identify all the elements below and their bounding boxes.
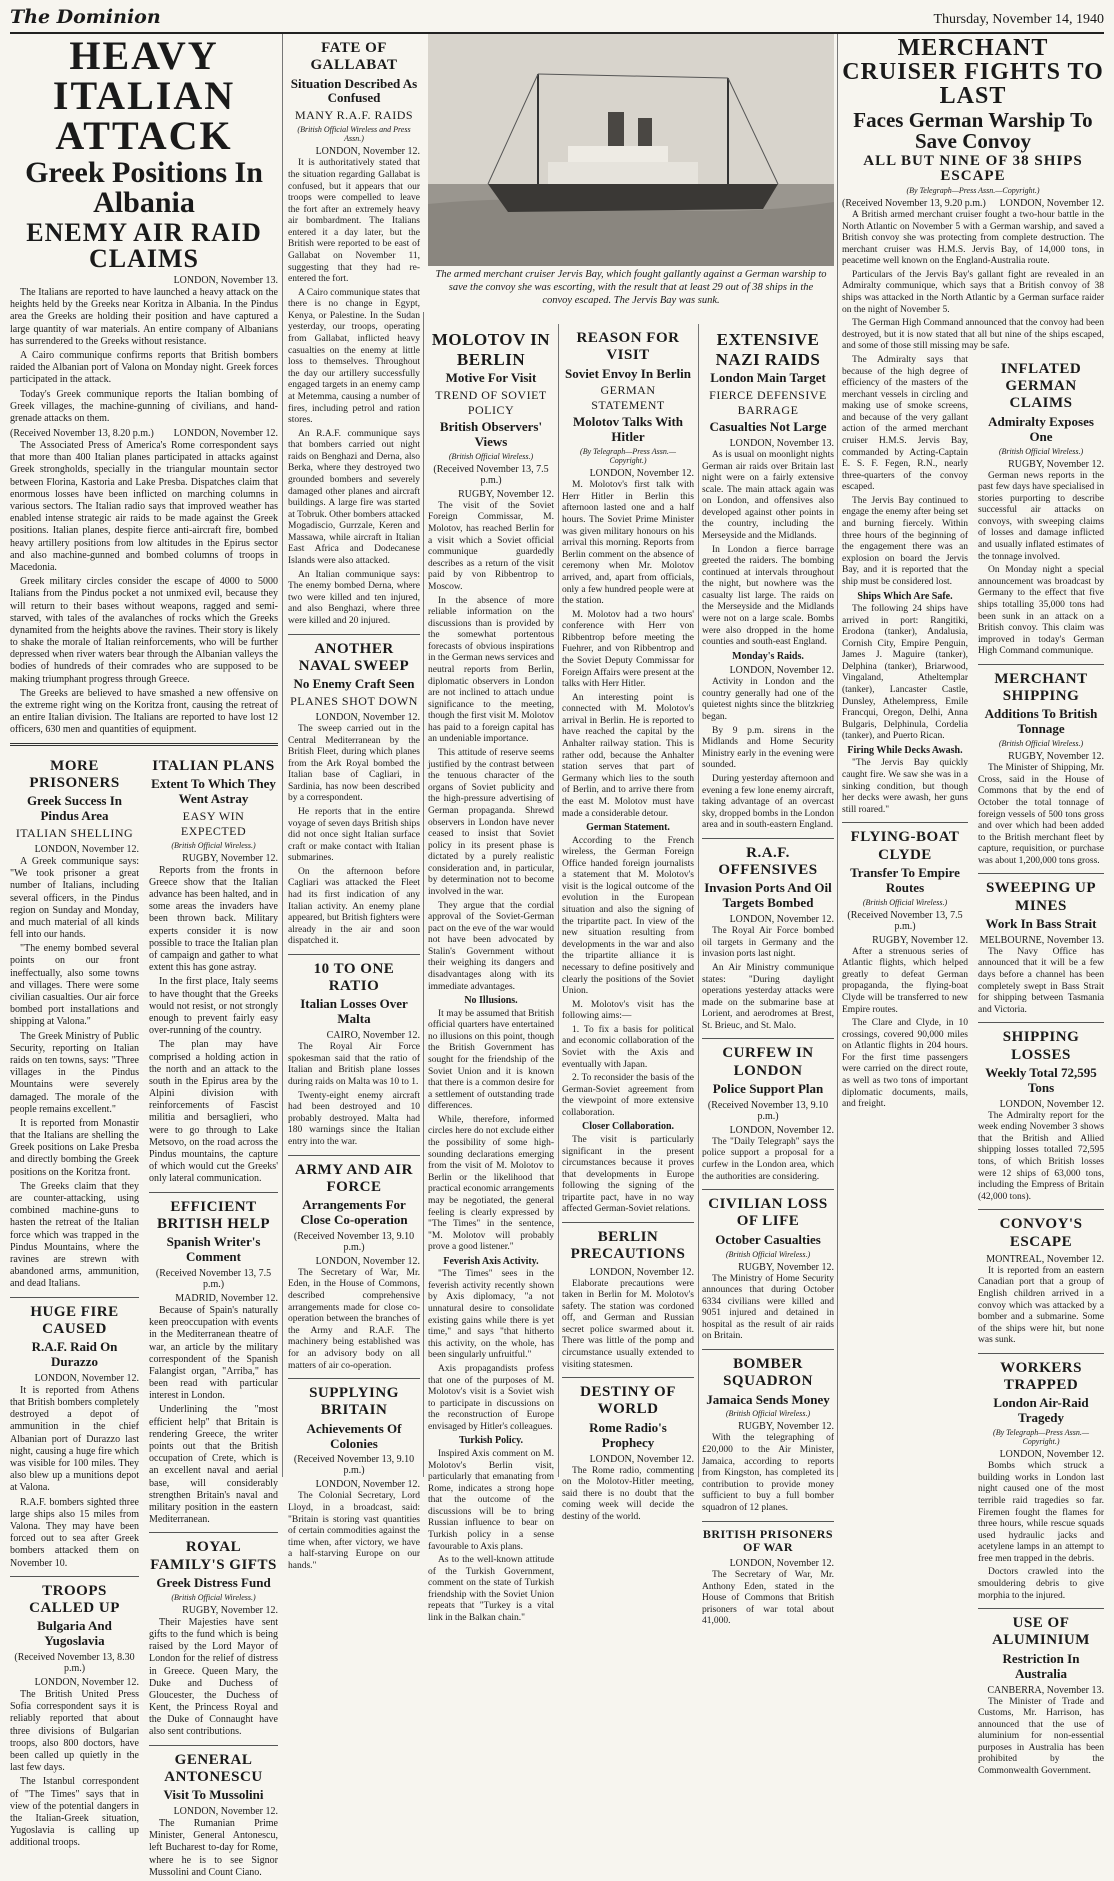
paragraph: Underlining the "most efficient help" that Britain is rendering Greece, the writer points out that the British occupation of Crete, which is an excellent naval and aerial base, will considerably strengthen Britain's naval and military position in the eastern Mediterranean. xyxy=(149,1404,278,1526)
paragraph: After a strenuous series of Atlantic flights, which helped greatly to defeat German propaganda, the flying-boat Clyde will be transferred to new Empire routes. xyxy=(842,946,968,1015)
paragraph: They argue that the cordial approval of the Soviet-German pact on the eve of the war would not have been advocated by Stalin's Government without their weighing its dangers and disadvantages along with its immediate advantages. xyxy=(428,900,554,992)
article-subhead: Police Support Plan xyxy=(712,1080,824,1096)
paragraph: It may be assumed that British official quarters have entertained no illusions on this point, though the British Government has sought for the friendship of the Soviet Union and it is known that there is a common desire for a settlement of outstanding trade differences. xyxy=(428,1008,554,1112)
paragraph: The Secretary of War, Mr. Anthony Eden, stated in the House of Commons that British prisoners of war total about 41,000. xyxy=(702,1570,834,1627)
article-subhead: Spanish Writer's Comment xyxy=(166,1234,261,1264)
article-subhead: Soviet Envoy In Berlin xyxy=(564,365,692,381)
paragraph: The sweep carried out in the Central Mediterranean by the British Fleet, during which planes from the Ark Royal bombed the Italian base of Cagliari, in Sardinia, has now been described by a correspondent. xyxy=(288,723,420,804)
dateline: LONDON, November 12. xyxy=(173,428,278,440)
paragraph: It is reported from Athens that British bombers completely destroyed a depot of ammunition in the chief Albanian port of Durazzo last night, causing a huge fire which was visible for 100 miles. They also blew up a munitions depot at Valona. xyxy=(10,1384,139,1494)
paragraph: The Secretary of War, Mr. Eden, in the House of Commons, described comprehensive arrangements made for close co-operation between the branches of the Army and R.A.F. The machinery being established was for an advisory body on all matters of air co-operation. xyxy=(288,1267,420,1371)
article-headline: DESTINY OF WORLD xyxy=(580,1384,676,1418)
column-italian-attack xyxy=(10,33,278,1878)
paragraph: During yesterday afternoon and evening a few lone enemy aircraft, taking advantage of an overcast sky, dropped bombs in the London area and in south-eastern England. xyxy=(702,773,834,831)
divider xyxy=(10,743,278,746)
article-subhead: Jamaica Sends Money xyxy=(706,1391,830,1407)
dateline: LONDON, November 12. xyxy=(589,1453,694,1465)
paragraph: 2. To reconsider the basis of the German-Soviet agreement from the viewpoint of more extensive collaboration. xyxy=(562,1073,694,1118)
divider xyxy=(702,1521,834,1522)
paper-name: The Dominion xyxy=(10,6,161,28)
article-headline: FATE OF GALLABAT xyxy=(310,40,398,74)
article-headline: ROYAL FAMILY'S GIFTS xyxy=(150,1539,277,1573)
divider xyxy=(702,1038,834,1039)
dateline: LONDON, November 12. xyxy=(315,1479,420,1491)
credit: (British Official Wireless.) xyxy=(998,739,1084,749)
article-subhead: Restriction In Australia xyxy=(1002,1650,1080,1681)
paragraph: The Associated Press of America's Rome correspondent says that more than 400 Italian planes participated in attacks against Greek strongholds, specially in the triangular mountain sector between Florina, Kastoria and Lake Presba. Dispatches claim that enormous losses have been inflicted on marching columns in various sectors. The Italian radio says that improved weather has enabled intense strategic air raids to be made against the Greek positions. Italian planes, despite fierce anti-aircraft fire, bombed heavy artillery positions from low altitudes in the Epirus sector and also machine-gunned and bombed columns of troops in Macedonia. xyxy=(10,440,278,573)
dateline: LONDON, November 12. xyxy=(729,914,834,926)
article-subhead: October Casualties xyxy=(715,1231,821,1247)
article-headline: MORE PRISONERS xyxy=(29,757,120,791)
divider xyxy=(10,1576,139,1577)
paragraph: In the absence of more reliable information on the discussions than is provided by the somewhat portentous forecasts of obvious inspirations in the German news services and neutral reports from Berlin, diplomatic observers in London are not inclined to attach undue significance to the meeting, though the first visit M. Molotov has paid to a foreign capital has an undeniable importance. xyxy=(428,595,554,745)
paragraph: "The Jervis Bay quickly caught fire. We saw she was in a sinking condition, but though her decks were awash, her guns still roared." xyxy=(842,758,968,815)
divider xyxy=(978,1608,1104,1609)
article-headline: BOMBER SQUADRON xyxy=(723,1356,813,1390)
paragraph: R.A.F. bombers sighted three large ships also 15 miles from Valona. They may have been forced out to sea after Greek bombers attacked them on November 10. xyxy=(10,1496,139,1569)
paragraph: The Admiralty report for the week ending November 3 shows that the British and Allied shipping losses totalled 72,595 tons, of which British losses were 12 ships of 63,000 tons, including the Empress of Britain (42,000 tons). xyxy=(978,1110,1104,1202)
dateline: MADRID, November 12. xyxy=(175,1292,278,1304)
dateline: LONDON, November 12. xyxy=(315,711,420,723)
paragraph: According to the French wireless, the German Foreign Office handed foreign journalists a statement that M. Molotov's visit is the logical outcome of the evolution in the European situation and also the signing of the tripartite pact. In view of the new situation resulting from developments in the war and also the tripartite alliance it is necessary to define positively and clearly the positions of the Soviet Union. xyxy=(562,835,694,997)
article-subhead: London Main Target xyxy=(710,370,826,386)
received: (Received November 13, 8.30 p.m.) xyxy=(14,1652,135,1675)
article-headline: TROOPS CALLED UP xyxy=(29,1582,120,1616)
dateline: LONDON, November 12. xyxy=(729,1558,834,1570)
received: (Received November 13, 9.10 p.m.) xyxy=(707,1099,829,1122)
sub-column-left xyxy=(10,752,139,1881)
column-rule xyxy=(698,324,699,1477)
paragraph: 1. To fix a basis for political and economic collaboration of the Soviet with the Axis and eventually with Japan. xyxy=(562,1024,694,1070)
article-subhead: Situation Described As Confused xyxy=(290,75,418,106)
article-subhead: R.A.F. Raid On Durazzo xyxy=(31,1339,118,1369)
credit: (British Official Wireless.) xyxy=(862,897,948,907)
divider xyxy=(978,664,1104,665)
article-headline: HUGE FIRE CAUSED xyxy=(30,1303,119,1337)
sub-column-left xyxy=(842,355,968,1780)
article-headline: MOLOTOV IN BERLIN xyxy=(431,330,551,369)
paragraph: The Greeks are believed to have smashed a new offensive on the extreme right wing on the Koritza front, causing the retreat of an entire Italian division. The Italians are reported to have lost 12 officers, 630 men and quantities of equipment. xyxy=(10,687,278,736)
dateline: RUGBY, November 12. xyxy=(1008,751,1104,763)
article-headline: FLYING-BOAT CLYDE xyxy=(850,829,960,863)
column-rule xyxy=(423,312,424,1477)
paragraph: M. Molotov's visit has the following aims:— xyxy=(562,999,694,1022)
dateline: LONDON, November 12. xyxy=(173,1806,278,1818)
paragraph: A Cairo communique states that there is no change in Egypt, Kenya, or Palestine. In the Sudan yesterday, our troops, operating from Gallabat, inflicted heavy casualties on the enemy at little loss to themselves. Throughout the day our artillery successfully engaged targets in an enemy camp at Metemma, causing a number of fires, including petrol and ration stores. xyxy=(288,287,420,426)
divider xyxy=(288,634,420,635)
article-subhead: Rome Radio's Prophecy xyxy=(589,1419,667,1450)
paragraph: While, therefore, informed circles here do not exclude either the possibility of some high-sounding declarations emerging from the visit of M. Molotov to Berlin or the likelihood that practical economic arrangements may be negotiated, the general feeling is clearly expressed by "The Times" in the sentence, "M. Molotov will probably prove a good listener." xyxy=(428,1114,554,1253)
divider xyxy=(562,1222,694,1223)
divider xyxy=(288,954,420,955)
paragraph: Today's Greek communique reports the Italian bombing of Greek villages, the machine-gunning of civilians, and hand-grenade attacks on them. xyxy=(10,388,278,424)
divider xyxy=(288,1378,420,1379)
paragraph: M. Molotov's first talk with Herr Hitler in Berlin this afternoon lasted one and a half hours. The Soviet Prime Minister was given military honours on his arrival this morning. Reports from Berlin comment on the absence of ceremony when Mr. Molotov arrived, and, apart from officials, only a few hundred people were at the station. xyxy=(562,480,694,607)
article-headline: 10 TO ONE RATIO xyxy=(313,960,395,995)
divider xyxy=(702,838,834,839)
article-headline: CONVOY'S ESCAPE xyxy=(999,1216,1083,1250)
dateline: LONDON, November 12. xyxy=(34,843,139,855)
article-headline: CIVILIAN LOSS OF LIFE xyxy=(708,1196,828,1230)
divider xyxy=(842,822,968,823)
dateline: LONDON, November 12. xyxy=(34,1677,139,1689)
paragraph: The Royal Air Force bombed oil targets in Germany and the invasion ports last night. xyxy=(702,926,834,960)
divider xyxy=(288,1155,420,1156)
credit: (By Telegraph—Press Assn.—Copyright.) xyxy=(906,186,1040,195)
paragraph: The Minister of Trade and Customs, Mr. Harrison, has announced that the use of aluminium for non-essential purposes in Australia has been prohibited by the Commonwealth Government. xyxy=(978,1696,1104,1776)
paragraph: In the first place, Italy seems to have thought that the Greeks would not resist, or not strongly enough to prevent fairly easy over-running of the country. xyxy=(149,976,278,1037)
headline-sub: Faces German Warship To Save Convoy xyxy=(853,108,1093,153)
article-subhead: Bulgaria And Yugoslavia xyxy=(37,1618,112,1649)
dateline: CANBERRA, November 13. xyxy=(987,1684,1104,1696)
article-headline: BERLIN PRECAUTIONS xyxy=(570,1229,686,1263)
divider xyxy=(702,1349,834,1350)
received: (Received November 13, 7.5 p.m.) xyxy=(155,1267,272,1290)
paragraph: Twenty-eight enemy aircraft had been destroyed and 10 probably destroyed. Malta had 180 warnings since the Italian entry into the war. xyxy=(288,1090,420,1147)
article-subhead: Extent To Which They Went Astray xyxy=(151,775,276,806)
paragraph: This attitude of reserve seems justified by the contrast between the tenuous character of the organs of Soviet publicity and the high-pressure advertising of German propaganda. Shrewd observers in London have never ceased to insist that Soviet policy in its present phase is dictated by a purely realistic consideration and, in particular, by determination not to become involved in the war. xyxy=(428,748,554,897)
credit: (British Official Wireless.) xyxy=(725,1249,811,1259)
article-subhead: Work In Bass Strait xyxy=(985,915,1097,931)
headline-main: MERCHANT CRUISER FIGHTS TO LAST xyxy=(842,35,1104,109)
article-headline: GENERAL ANTONESCU xyxy=(164,1751,263,1785)
divider xyxy=(149,1745,278,1746)
credit: (British Official Wireless.) xyxy=(171,840,256,850)
columns xyxy=(10,33,1104,1878)
dateline: LONDON, November 12. xyxy=(589,468,694,480)
article-subhead: Motive For Visit xyxy=(445,370,537,386)
article-subhead: London Air-Raid Tragedy xyxy=(993,1395,1089,1426)
paragraph: In London a fierce barrage greeted the raiders. The bombing continued at intervals throughout the night, but nowhere was the casualty list large. The raids on the Merseyside and the Midlands were not on a large scale. Bombs were also dropped in the home counties and south-east England. xyxy=(702,544,834,648)
paragraph: Reports from the fronts in Greece show that the Italian advance has been halted, and in some areas the invaders have been thrown back. Military experts consider it is now possible to trace the Italian plan of campaign and gather to what extent this has gone astray. xyxy=(149,864,278,974)
article-subhead: EASY WIN EXPECTED xyxy=(180,808,247,838)
credit: (British Official Wireless and Press Assn.) xyxy=(297,125,411,144)
article-headline: SWEEPING UP MINES xyxy=(985,880,1097,914)
section-subhead: Feverish Axis Activity. xyxy=(443,1255,539,1267)
paragraph: An R.A.F. communique says that bombers carried out night raids on Benghazi and Derna, also Berka, where they destroyed two grounded bombers and severely damaged other planes and aircraft buildings. A large fire was started at Tobruk. Other bombers attacked Mogadiscio, Gurrzale, Keren and Massawa, while aircraft in Italian East Africa and Dodecanese Islands were also attacked. xyxy=(288,428,420,567)
paragraph: Because of Spain's naturally keen preoccupation with events in the Mediterranean theatre of war, an article by the military correspondent of the Spanish Falangist organ, "Arriba," has been read with particular interest in London. xyxy=(149,1304,278,1402)
paragraph: An Italian communique says: The enemy bombed Derna, where two were killed and ten injured, and also Benghazi, where three were killed and 20 injured. xyxy=(288,569,420,626)
article-subhead: British Observers' Views xyxy=(439,419,543,449)
dateline: RUGBY, November 12. xyxy=(872,934,968,946)
credit: (British Official Wireless.) xyxy=(998,446,1084,456)
paragraph: Axis propagandists profess that one of the purposes of M. Molotov's visit is a Soviet wish to participate in discussions on the reconstruction of Europe envisaged by Hitler's colleagues. xyxy=(428,1363,554,1432)
paragraph: The Colonial Secretary, Lord Lloyd, in a broadcast, said: "Britain is storing vast quantities of certain commodities against the time when, after victory, we have a half-starving Europe on our hands." xyxy=(288,1491,420,1571)
article-headline: WORKERS TRAPPED xyxy=(1000,1359,1082,1394)
article-subhead: Weekly Total 72,595 Tons xyxy=(985,1064,1097,1095)
paragraph: A Greek communique says: "We took prisoner a great number of Italians, including several officers, in the Pindus region on Sunday and Monday, and much material of all kinds fell into our hands. xyxy=(10,855,139,941)
paragraph: The Rome radio, commenting on the Molotov-Hitler meeting, said there is no doubt that the coming week will decide the destiny of the world. xyxy=(562,1465,694,1522)
dateline: LONDON, November 12. xyxy=(729,665,834,677)
paragraph: Inspired Axis comment on M. Molotov's Berlin visit, particularly that emanating from Rome, indicates a strong hope that the outcome of the discussions will be to bring Russian influence to bear on Turkish policy in a sense favourable to Axis plans. xyxy=(428,1448,554,1552)
paragraph: The Navy Office has announced that it will be a few days before a channel has been completely swept in Bass Strait for shipping between Tasmania and Victoria. xyxy=(978,946,1104,1015)
dateline: MONTREAL, November 12. xyxy=(986,1253,1104,1265)
section-subhead: Closer Collaboration. xyxy=(581,1121,675,1133)
paragraph: The Greek Ministry of Public Security, reporting on Italian raids on ten towns, says: "Three villages in the Pindus Mountains were severely damaged. The morale of the people remains excellent." xyxy=(10,1030,139,1115)
paragraph: The Clare and Clyde, in 10 crossings, covered 90,000 miles on Atlantic flights in 204 hours. For the first time passengers were carried on the direct route, as well as two tons of important diplomatic documents, mails, and freight. xyxy=(842,1018,968,1110)
received-line xyxy=(10,428,278,439)
dateline: LONDON, November 12. xyxy=(999,1098,1104,1110)
article-headline: BRITISH PRISONERS OF WAR xyxy=(702,1526,834,1555)
paragraph: The Royal Air Force spokesman said that the ratio of Italian and British plane losses during raids on Malta was 10 to 1. xyxy=(288,1042,420,1088)
paragraph: Greek military circles consider the escape of 4000 to 5000 Italians from the Pindus pocket a not unmixed evil, because they will return to their bases without weapons, ragged and semi-starved, with tales of the avalanches of rocks which the Greeks dynamited from the heights above the ravines. Their story is likely to shake the morale of Italian reinforcements, who will be further depressed when river waters bear through the Albanian valleys the bodies of hundreds of their comrades who are supposed to be making triumphant progress through Greece. xyxy=(10,576,278,685)
headline-sub: Greek Positions In Albania xyxy=(25,156,263,219)
article-subhead: Invasion Ports And Oil Targets Bombed xyxy=(704,880,832,911)
paragraph: The visit of the Soviet Foreign Commissar, M. Molotov, has reached Berlin for a visit which a Soviet official communique guardedly describes as a return of the visit paid by von Ribbentrop to Moscow. xyxy=(428,500,554,592)
ship-photo-block xyxy=(428,34,834,312)
dateline: CAIRO, November 12. xyxy=(326,1030,420,1042)
article-subhead: MANY R.A.F. RAIDS xyxy=(294,108,414,123)
paragraph: With the telegraphing of £20,000 to the Air Minister, Jamaica, according to reports from Kingston, has completed its contribution to provide money sufficient to buy a full bomber squadron of 12 planes. xyxy=(702,1433,834,1513)
article-headline: INFLATED GERMAN CLAIMS xyxy=(1000,360,1082,412)
credit: (British Official Wireless.) xyxy=(448,451,534,461)
paragraph: He reports that in the entire voyage of seven days British ships did not once sight Italian surface craft or make contact with Italian submarines. xyxy=(288,806,420,864)
paragraph: The British United Press Sofia correspondent says it is reliably reported that about three divisions of Bulgarian troops, also 800 doctors, have been called up quietly in the last few days. xyxy=(10,1689,139,1774)
dateline: LONDON, November 12. xyxy=(589,1266,694,1278)
paragraph: An interesting point is connected with M. Molotov's arrival in Berlin. He is reported to have reached the capital by the Anhalter railway station. This is rather odd, because the Anhalter station serves that part of Germany which lies to the south of Berlin, and to arrive there from the east M. Molotov must have made a considerable detour. xyxy=(562,692,694,819)
article-headline: REASON FOR VISIT xyxy=(576,330,680,364)
dateline: RUGBY, November 12. xyxy=(458,488,554,500)
column-reason-for-visit xyxy=(562,324,694,1522)
paragraph: The Admiralty says that because of the high degree of efficiency of the masters of the merchant vessels in circling and making use of smoke screens, and because of the very gallant action of the armed merchant cruiser H.M.S. Jervis Bay, commanded by Acting-Captain E. S. F. Fegen, R.N., nearly three-quarters of the convoy escaped. xyxy=(842,354,968,493)
received: (Received November 13, 7.5 p.m.) xyxy=(847,909,963,932)
paragraph: By 9 p.m. sirens in the Midlands and Home Security Ministry early in the evening were sounded. xyxy=(702,725,834,771)
ship-photo xyxy=(428,34,834,266)
paragraph: It is reported from Monastir that the Italians are shelling the Greek positions on Lake Presba and directly bombing the Greek positions on the Koritza front. xyxy=(10,1117,139,1178)
article-subhead: Arrangements For Close Co-operation xyxy=(300,1197,408,1227)
section-subhead: No Illusions. xyxy=(464,995,518,1007)
article-headline: SUPPLYING BRITAIN xyxy=(309,1385,399,1419)
paragraph: M. Molotov had a two hours' conference with Herr von Ribbentrop before meeting the Fuehrer, and von Ribbentrop and the Soviet Deputy Commissar for Foreign Affairs were present at the talks with Herr Hitler. xyxy=(562,609,694,690)
article-subhead: No Enemy Craft Seen xyxy=(293,676,415,691)
article-headline: EFFICIENT BRITISH HELP xyxy=(156,1198,271,1232)
received: (Received November 13, 9.10 p.m.) xyxy=(293,1454,415,1477)
dateline: RUGBY, November 12. xyxy=(182,1604,278,1616)
paragraph: As is usual on moonlight nights German air raids over Britain last night were on a fairly extensive scale. The main attack again was on London, and offensives also developed against other points in the country, including the Merseyside and the Midlands. xyxy=(702,449,834,542)
paragraph: Their Majesties have sent gifts to the fund which is being raised by the Lord Mayor of London for the relief of distress in Greece. Queen Mary, the Duke and Duchess of Gloucester, the Duchess of Kent, the Princess Royal and the Duke of Connaught have also sent contributions. xyxy=(149,1616,278,1738)
paragraph: Particulars of the Jervis Bay's gallant fight are revealed in an Admiralty communique, which says that a British convoy of 38 ships was attacked in the North Atlantic by a German surface raider on the night of November 5. xyxy=(842,269,1104,315)
dateline: LONDON, November 13. xyxy=(173,275,278,286)
divider xyxy=(10,1297,139,1298)
article-subhead: FIERCE DEFENSIVE BARRAGE xyxy=(709,388,827,418)
paragraph: The German High Command announced that the convoy had been destroyed, but it is now stated that all but nine of the ships escaped, and some of those still missing may be safe. xyxy=(842,318,1104,352)
paragraph: The plan may have comprised a holding action in the north and an attack to the south in the Epirus area by the Alpini division with reinforcements of Fascist militia and bersaglieri, who were to go through to Lake Metsovo, on the road across the Pindus mountains, the capture of which would cut the Greeks' only lateral communication. xyxy=(149,1039,278,1185)
paragraph: The visit is particularly significant in the present circumstances because it proves that developments in Europe following the signing of the tripartite pact, have in no way affected German-Soviet relations. xyxy=(562,1134,694,1215)
paragraph: It is authoritatively stated that the situation regarding Gallabat is confused, but it appears that our troops were compelled to leave the fort after an extremely heavy air bombardment. The Italians entered it a day later, but the British were reported to be east of Gallabat on November 11, suggesting that they had re-entered the fort. xyxy=(288,158,420,285)
column-rule xyxy=(558,324,559,1477)
article-subhead: ITALIAN SHELLING xyxy=(15,825,134,840)
article-subhead: Achievements Of Colonies xyxy=(306,1420,402,1451)
paragraph: On Monday night a special announcement was broadcast by Germany to the effect that five ships totalling 35,000 tons had been sunk in an attack on a British convoy. This claim was improved in today's German High Command communique. xyxy=(978,565,1104,657)
paragraph: Bombs which struck a building works in London last night caused one of the most terrible raid tragedies so far. Firemen fought the flames for three hours, while rescue squads used hydraulic jacks and acetylene lamps in an attempt to free men trapped in the debris. xyxy=(978,1461,1104,1564)
column-gallabat xyxy=(288,34,420,1571)
dateline: LONDON, November 12. xyxy=(315,1255,420,1267)
paragraph: An Air Ministry communique states: "During daylight operations yesterday attacks were made on the submarine base at Lorient, and aerodromes at Brest, St. Brieuc, and St. Malo. xyxy=(702,962,834,1031)
dateline: LONDON, November 12. xyxy=(34,1372,139,1384)
article-subhead: PLANES SHOT DOWN xyxy=(290,693,418,708)
article-subhead: Casualties Not Large xyxy=(709,419,827,435)
article-headline: USE OF ALUMINIUM xyxy=(992,1615,1090,1649)
credit: (By Telegraph—Press Assn.—Copyright.) xyxy=(580,447,676,466)
column-merchant-cruiser xyxy=(842,34,1104,1776)
article-headline: EXTENSIVE NAZI RAIDS xyxy=(715,330,821,369)
dateline: LONDON, November 13. xyxy=(729,437,834,449)
article-headline: R.A.F. OFFENSIVES xyxy=(718,844,818,879)
sub-columns xyxy=(842,355,1104,1780)
article-subhead: GERMAN STATEMENT xyxy=(591,383,665,413)
credit: (British Official Wireless.) xyxy=(171,1592,256,1602)
divider xyxy=(702,1189,834,1190)
divider xyxy=(978,1353,1104,1354)
paragraph: "The enemy bombed several points on our front ineffectually, also some towns and villages. There were some civilian casualties. Our air force bombed port installations and shipping at Valona." xyxy=(10,943,139,1028)
section-subhead: Ships Which Are Safe. xyxy=(857,590,953,602)
headline-third: ENEMY AIR RAID CLAIMS xyxy=(26,218,262,273)
article-subhead: Admiralty Exposes One xyxy=(988,413,1094,444)
article-subhead: Transfer To Empire Routes xyxy=(850,864,960,895)
section-subhead: German Statement. xyxy=(586,822,670,834)
paragraph: On the afternoon before Cagliari was attacked the Fleet had its first indication of any Italian activity. An enemy plane appeared, but British fighters were already in the air and soon dispatched it. xyxy=(288,866,420,947)
dateline: LONDON, November 12. xyxy=(315,146,420,158)
column-nazi-raids xyxy=(702,324,834,1627)
article-headline: ARMY AND AIR FORCE xyxy=(295,1161,413,1195)
dateline: RUGBY, November 12. xyxy=(1008,458,1104,470)
paragraph: "The Times" sees in the feverish activity recently shown by Axis diplomacy, "a not unnatural desire to consolidate existing gains while there is yet time," and says "that hitherto this activity, on the whole, has been singularly unfruitful." xyxy=(428,1269,554,1361)
photo-caption: The armed merchant cruiser Jervis Bay, which fought gallantly against a German warship to save the convoy she was escorting, with the result that at least 29 out of 38 ships in the convoy escaped. The Jervis Bay was sunk. xyxy=(435,269,827,307)
paragraph: The Greeks claim that they are counter-attacking, using combined machine-guns to hasten the retreat of the Italian force which was trapped in the Pindus Mountains, where the ravines are strewn with abandoned arms, ammunition, and dead Italians. xyxy=(10,1180,139,1290)
received: (Received November 13, 9.10 p.m.) xyxy=(293,1230,415,1253)
paragraph: A British armed merchant cruiser fought a two-hour battle in the North Atlantic on November 5 with a German warship, and saved a British convoy she was protecting from complete destruction. The merchant cruiser was H.M.S. Jervis Bay, of 14,000 tons, in peacetime well known on the England-Australia route. xyxy=(842,210,1104,267)
paragraph: Doctors crawled into the smouldering debris to give morphia to the injured. xyxy=(978,1567,1104,1601)
dateline: RUGBY, November 12. xyxy=(738,1421,834,1433)
sub-columns xyxy=(10,752,278,1881)
paragraph: German news reports in the past few days have specialised in stories purporting to describe successful air attacks on convoys, with sweeping claims of losses and damage inflicted and usually inflated estimates of the tonnage involved. xyxy=(978,470,1104,562)
column-rule xyxy=(837,34,838,1477)
paragraph: A Cairo communique confirms reports that British bombers raided the Albanian port of Valona on Monday night. Greek forces participated in the attack. xyxy=(10,349,278,386)
dateline: RUGBY, November 12. xyxy=(738,1261,834,1273)
article-headline: ANOTHER NAVAL SWEEP xyxy=(298,640,410,674)
credit: (By Telegraph—Press Assn.—Copyright.) xyxy=(993,1428,1089,1447)
headline-third: ALL BUT NINE OF 38 SHIPS ESCAPE xyxy=(863,153,1083,184)
column-rule xyxy=(282,34,283,1477)
section-subhead: Firing While Decks Awash. xyxy=(847,744,963,756)
received-line xyxy=(842,198,1104,209)
article-headline: MERCHANT SHIPPING xyxy=(994,670,1088,705)
paragraph: Elaborate precautions were taken in Berlin for M. Molotov's safety. The station was cordoned off, and German and Russian secret police swarmed about it. There was little of the pomp and circumstance usually extended to visiting statesmen. xyxy=(562,1278,694,1370)
article-headline: ITALIAN PLANS xyxy=(152,757,275,774)
paragraph: The Istanbul correspondent of "The Times" says that in view of the potential dangers in the Italian-Greek situation, Yugoslavia is calling up additional troops. xyxy=(10,1776,139,1849)
paragraph: The Italians are reported to have launched a heavy attack on the heights held by the Greeks near Koritza in Albania. In the Pindus area the Greeks are holding their position and have captured a large quantity of war materials. An entire company of Albanians has surrendered to the Greeks without resistance. xyxy=(10,287,278,347)
paragraph: Activity in London and the country generally had one of the quietest nights since the blitzkrieg began. xyxy=(702,677,834,723)
headline-main: HEAVY ITALIAN ATTACK xyxy=(52,33,236,158)
article-subhead: Visit To Mussolini xyxy=(163,1787,264,1803)
sub-column-right xyxy=(978,355,1104,1780)
dateline: LONDON, November 12. xyxy=(999,198,1104,209)
sub-column-right xyxy=(149,752,278,1881)
section-subhead: Monday's Raids. xyxy=(732,650,804,662)
article-subhead: Italian Losses Over Malta xyxy=(300,996,408,1027)
received: (Received November 13, 8.20 p.m.) xyxy=(10,428,154,440)
dateline: LONDON, November 12. xyxy=(999,1449,1104,1461)
paragraph: The Rumanian Prime Minister, General Antonescu, left Bucharest to-day for Rome, where he is to see Signor Mussolini and Count Ciano. xyxy=(149,1818,278,1878)
article-subhead: Additions To British Tonnage xyxy=(984,706,1098,737)
received: (Received November 13, 7.5 p.m.) xyxy=(433,463,549,486)
dateline: LONDON, November 12. xyxy=(729,1124,834,1136)
credit: (British Official Wireless.) xyxy=(725,1409,811,1419)
dateline: MELBOURNE, November 13. xyxy=(979,934,1104,946)
received: (Received November 13, 9.20 p.m.) xyxy=(842,198,986,209)
article-subhead: Molotov Talks With Hitler xyxy=(572,414,684,445)
divider xyxy=(562,1377,694,1378)
issue-date: Thursday, November 14, 1940 xyxy=(933,12,1104,27)
article-headline: CURFEW IN LONDON xyxy=(722,1045,814,1079)
paragraph: The Minister of Shipping, Mr. Cross, said in the House of Commons that by the end of October the total tonnage of foreign vessels of 500 tons gross and over which had been added to the British merchant fleet by capture, requisition, or purchase was about 1,200,000 tons gross. xyxy=(978,763,1104,866)
dateline: RUGBY, November 12. xyxy=(182,852,278,864)
section-subhead: Turkish Policy. xyxy=(458,1435,524,1447)
paragraph: The Ministry of Home Security announces that during October 6334 civilians were killed and 9051 injured and detained in hospital as the result of air raids on Britain. xyxy=(702,1273,834,1342)
paragraph: The "Daily Telegraph" says the police support a proposal for a curfew in the London area, which the authorities are considering. xyxy=(702,1136,834,1182)
divider xyxy=(978,873,1104,874)
paragraph: As to the well-known attitude of the Turkish Government, comment on the state of Turkish friendship with the Soviet Union repeats that "Turkey is a vital link in the Balkan chain." xyxy=(428,1555,554,1624)
divider xyxy=(149,1192,278,1193)
article-subhead: Greek Success In Pindus Area xyxy=(26,793,123,823)
divider xyxy=(978,1022,1104,1023)
paragraph: The following 24 ships have arrived in port: Rangitiki, Erodona (tanker), Andalusia, Cornish City, Empire Penguin, James J. Maguire (tanker), Delphina (tanker), Briarwood, Vingaland, Atheltemplar (tanker), Lancaster Castle, Dunsley, Athelempress, Emile Francqui, Oregon, Delhi, Anna Bulgaris, Delphinula, Cordelia (tanker), and Puerto Rican. xyxy=(842,604,968,742)
divider xyxy=(978,1209,1104,1210)
article-headline: SHIPPING LOSSES xyxy=(1002,1029,1080,1063)
divider xyxy=(149,1532,278,1533)
masthead xyxy=(10,6,1104,34)
paragraph: It is reported from an eastern Canadian port that a group of English children arrived in a convoy which was attacked by a bomber and a submarine. Some of the ships were hit, but none was sunk. xyxy=(978,1265,1104,1346)
column-molotov xyxy=(428,324,554,1624)
article-subhead: TREND OF SOVIET POLICY xyxy=(435,388,547,418)
article-subhead: Greek Distress Fund xyxy=(156,1574,271,1590)
paragraph: The Jervis Bay continued to engage the enemy after being set and burning fiercely. Within three hours of the beginning of the engagement there was an explosion on board the Jervis Bay, and it is reported that the ship must be considered lost. xyxy=(842,495,968,587)
